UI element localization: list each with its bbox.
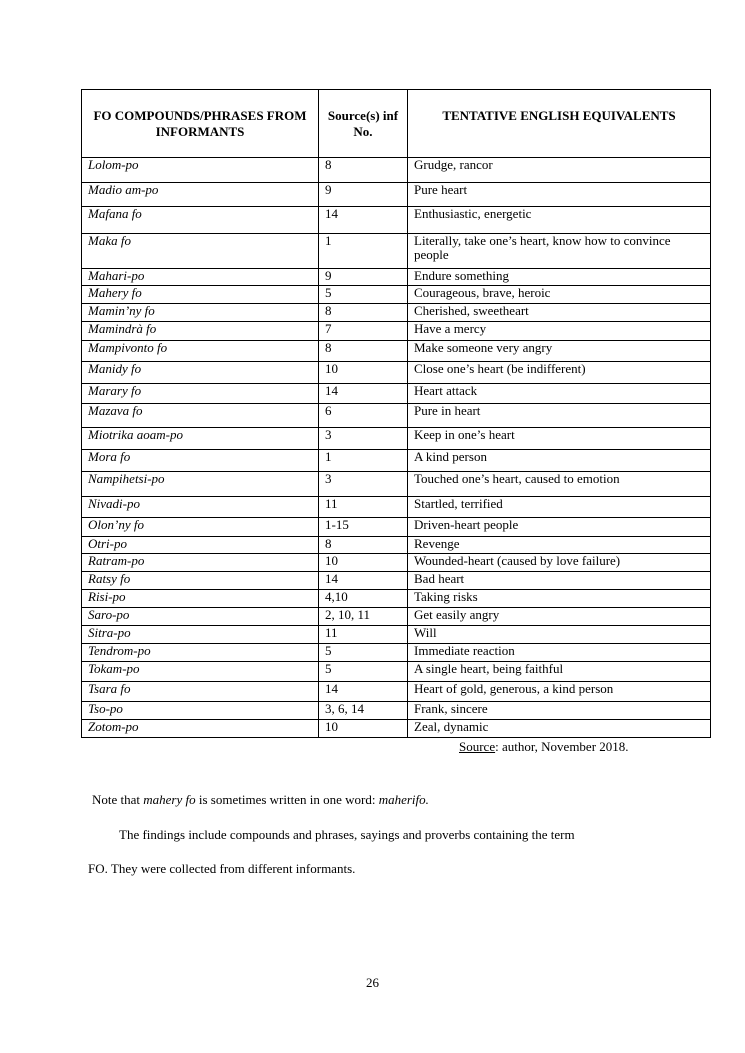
meaning-cell: Close one’s heart (be indifferent)	[408, 362, 711, 384]
term-cell: Sitra-po	[82, 626, 319, 644]
meaning-cell: Wounded-heart (caused by love failure)	[408, 554, 711, 572]
meaning-cell: Startled, terrified	[408, 497, 711, 518]
meaning-cell: Make someone very angry	[408, 341, 711, 362]
source-cell: 4,10	[319, 590, 408, 608]
source-cell: 14	[319, 682, 408, 702]
table-row	[82, 608, 711, 626]
table-source-caption	[459, 739, 629, 755]
table-row	[82, 183, 711, 207]
meaning-cell: Courageous, brave, heroic	[408, 286, 711, 304]
meaning-cell: Zeal, dynamic	[408, 720, 711, 738]
meaning-cell: Pure heart	[408, 183, 711, 207]
term-cell: Mamindrà fo	[82, 322, 319, 341]
term-cell: Olon’ny fo	[82, 518, 319, 537]
source-cell: 10	[319, 362, 408, 384]
header-english: TENTATIVE ENGLISH EQUIVALENTS	[408, 90, 711, 158]
source-cell: 1	[319, 234, 408, 269]
table-row	[82, 497, 711, 518]
term-cell: Saro-po	[82, 608, 319, 626]
term-cell: Mamin’ny fo	[82, 304, 319, 322]
term-cell: Nampihetsi-po	[82, 472, 319, 497]
meaning-cell: Keep in one’s heart	[408, 428, 711, 450]
findings-line-1: The findings include compounds and phrases, sayings and proverbs containing the term	[119, 827, 575, 842]
term-cell: Lolom-po	[82, 158, 319, 183]
meaning-cell: Have a mercy	[408, 322, 711, 341]
table-row	[82, 572, 711, 590]
meaning-cell: Endure something	[408, 269, 711, 286]
source-cell: 10	[319, 554, 408, 572]
table-row	[82, 450, 711, 472]
term-cell: Ratram-po	[82, 554, 319, 572]
source-cell: 5	[319, 662, 408, 682]
meaning-cell: Heart attack	[408, 384, 711, 404]
term-cell: Tso-po	[82, 702, 319, 720]
term-cell: Ratsy fo	[82, 572, 319, 590]
table-row	[82, 269, 711, 286]
table-row	[82, 720, 711, 738]
table-row	[82, 362, 711, 384]
meaning-cell: Grudge, rancor	[408, 158, 711, 183]
meaning-cell: Immediate reaction	[408, 644, 711, 662]
term-cell: Maka fo	[82, 234, 319, 269]
term-cell: Mampivonto fo	[82, 341, 319, 362]
term-cell: Otri-po	[82, 537, 319, 554]
source-cell: 8	[319, 537, 408, 554]
note-before: Note that	[92, 792, 144, 807]
fo-compounds-table	[81, 89, 711, 738]
table-row	[82, 682, 711, 702]
source-cell: 3	[319, 428, 408, 450]
table-row	[82, 518, 711, 537]
source-cell: 8	[319, 341, 408, 362]
table-row	[82, 428, 711, 450]
table-row	[82, 322, 711, 341]
table-row	[82, 304, 711, 322]
findings-line-2: FO. They were collected from different informants.	[88, 861, 356, 876]
meaning-cell: Driven-heart people	[408, 518, 711, 537]
term-cell: Mahery fo	[82, 286, 319, 304]
source-cell: 14	[319, 207, 408, 234]
meaning-cell: Cherished, sweetheart	[408, 304, 711, 322]
source-cell: 14	[319, 572, 408, 590]
meaning-cell: Taking risks	[408, 590, 711, 608]
source-cell: 11	[319, 626, 408, 644]
table-row	[82, 341, 711, 362]
meaning-cell: Enthusiastic, energetic	[408, 207, 711, 234]
term-cell: Marary fo	[82, 384, 319, 404]
table-row	[82, 626, 711, 644]
source-cell: 8	[319, 158, 408, 183]
meaning-cell: Pure in heart	[408, 404, 711, 428]
note-middle: is sometimes written in one word:	[195, 792, 379, 807]
table-row	[82, 234, 711, 269]
note-paragraph	[92, 792, 429, 808]
term-cell: Tokam-po	[82, 662, 319, 682]
term-cell: Mahari-po	[82, 269, 319, 286]
meaning-cell: A single heart, being faithful	[408, 662, 711, 682]
source-cell: 14	[319, 384, 408, 404]
page-number: 26	[366, 975, 379, 990]
table-row	[82, 554, 711, 572]
source-cell: 3, 6, 14	[319, 702, 408, 720]
term-cell: Mazava fo	[82, 404, 319, 428]
table-header-row	[82, 90, 711, 158]
source-cell: 5	[319, 644, 408, 662]
meaning-cell: Frank, sincere	[408, 702, 711, 720]
term-cell: Tendrom-po	[82, 644, 319, 662]
source-cell: 5	[319, 286, 408, 304]
term-cell: Risi-po	[82, 590, 319, 608]
table-row	[82, 644, 711, 662]
note-term-1: mahery fo	[143, 792, 196, 807]
source-cell: 1-15	[319, 518, 408, 537]
source-cell: 2, 10, 11	[319, 608, 408, 626]
table-row	[82, 158, 711, 183]
term-cell: Mafana fo	[82, 207, 319, 234]
meaning-cell: A kind person	[408, 450, 711, 472]
table-row	[82, 207, 711, 234]
term-cell: Nivadi-po	[82, 497, 319, 518]
meaning-cell: Will	[408, 626, 711, 644]
header-source: Source(s) inf No.	[319, 90, 408, 158]
source-text: : author, November 2018.	[495, 739, 629, 754]
note-term-2: maherifo.	[378, 792, 429, 807]
term-cell: Zotom-po	[82, 720, 319, 738]
source-cell: 9	[319, 269, 408, 286]
source-cell: 1	[319, 450, 408, 472]
meaning-cell: Touched one’s heart, caused to emotion	[408, 472, 711, 497]
meaning-cell: Get easily angry	[408, 608, 711, 626]
source-label: Source	[459, 739, 496, 754]
table-row	[82, 286, 711, 304]
term-cell: Manidy fo	[82, 362, 319, 384]
meaning-cell: Revenge	[408, 537, 711, 554]
table-row	[82, 590, 711, 608]
meaning-cell: Literally, take one’s heart, know how to convince people	[408, 234, 711, 269]
source-cell: 9	[319, 183, 408, 207]
header-compounds: FO COMPOUNDS/PHRASES FROM INFORMANTS	[82, 90, 319, 158]
table-row	[82, 537, 711, 554]
term-cell: Madio am-po	[82, 183, 319, 207]
meaning-cell: Bad heart	[408, 572, 711, 590]
source-cell: 7	[319, 322, 408, 341]
source-cell: 10	[319, 720, 408, 738]
table-body	[82, 158, 711, 738]
table-row	[82, 384, 711, 404]
source-cell: 6	[319, 404, 408, 428]
term-cell: Mora fo	[82, 450, 319, 472]
table-row	[82, 662, 711, 682]
source-cell: 8	[319, 304, 408, 322]
table-row	[82, 404, 711, 428]
table-row	[82, 702, 711, 720]
table-row	[82, 472, 711, 497]
meaning-cell: Heart of gold, generous, a kind person	[408, 682, 711, 702]
source-cell: 3	[319, 472, 408, 497]
source-cell: 11	[319, 497, 408, 518]
term-cell: Tsara fo	[82, 682, 319, 702]
term-cell: Miotrika aoam-po	[82, 428, 319, 450]
